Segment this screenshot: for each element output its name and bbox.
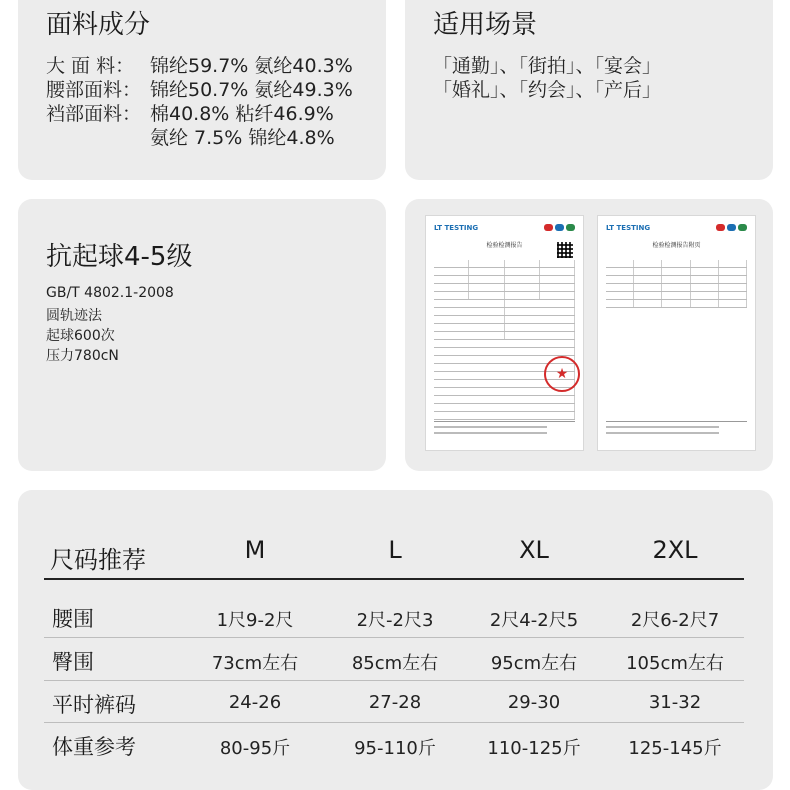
- report-table: [606, 260, 747, 308]
- pilling-line: 起球600次: [46, 328, 115, 344]
- row-label-waist: 腰围: [52, 607, 94, 631]
- fabric-row: [46, 99, 334, 126]
- table-cell: 125-145斤: [628, 738, 722, 759]
- report-logo: LT TESTING: [606, 224, 651, 232]
- fabric-row: [46, 51, 353, 78]
- table-cell: 80-95斤: [219, 738, 291, 759]
- table-cell: 2尺4-2尺5: [489, 610, 579, 631]
- pilling-line: 压力780cN: [46, 348, 119, 364]
- fabric-value: 锦纶50.7% 氨纶49.3%: [150, 79, 353, 101]
- official-stamp-icon: ★: [544, 356, 580, 392]
- pilling-line: 圆轨迹法: [46, 308, 102, 324]
- certification-marks: [716, 224, 747, 231]
- table-cell: 95cm左右: [490, 653, 578, 674]
- test-report-image: [425, 215, 584, 451]
- pilling-line: GB/T 4802.1-2008: [46, 285, 174, 301]
- certification-marks: [544, 224, 575, 231]
- fabric-label: 大 面 料：: [46, 55, 135, 77]
- fabric-row: [46, 123, 335, 150]
- table-cell: 2尺6-2尺7: [630, 610, 720, 631]
- size-table-title: 尺码推荐: [50, 546, 146, 574]
- qr-code-icon: [557, 242, 573, 258]
- scenes-line: 「婚礼」、「约会」、「产后」: [433, 79, 662, 101]
- row-divider: [44, 722, 744, 723]
- table-cell: 85cm左右: [351, 653, 439, 674]
- fabric-row: [46, 75, 353, 102]
- test-report-image: [597, 215, 756, 451]
- table-cell: 27-28: [368, 692, 422, 713]
- fabric-value: 棉40.8% 粘纤46.9%: [150, 103, 334, 125]
- fabric-title: 面料成分: [46, 10, 151, 40]
- table-cell: 31-32: [648, 692, 702, 713]
- scenes-title: 适用场景: [433, 10, 538, 40]
- row-label-pants-size: 平时裤码: [52, 693, 136, 717]
- table-cell: 73cm左右: [211, 653, 299, 674]
- report-logo: LT TESTING: [434, 224, 479, 232]
- report-title: 检验检测报告附页: [652, 242, 701, 249]
- report-footer: [606, 421, 747, 442]
- table-cell: 1尺9-2尺: [216, 610, 294, 631]
- report-table: [434, 260, 575, 420]
- table-cell: 95-110斤: [354, 738, 436, 759]
- scenes-card: [405, 0, 773, 180]
- row-divider: [44, 680, 744, 681]
- pilling-card: [18, 199, 386, 471]
- row-divider: [44, 637, 744, 638]
- row-label-weight: 体重参考: [52, 735, 136, 759]
- fabric-card: [18, 0, 386, 180]
- size-header-xl: XL: [519, 536, 549, 564]
- table-cell: 110-125斤: [487, 738, 581, 759]
- fabric-label: 裆部面料：: [46, 103, 142, 125]
- header-divider: [44, 578, 744, 580]
- size-header-m: M: [244, 536, 266, 564]
- table-cell: 2尺-2尺3: [356, 610, 434, 631]
- row-label-hip: 臀围: [52, 650, 94, 674]
- fabric-label: 腰部面料：: [46, 79, 142, 101]
- size-header-l: L: [388, 536, 402, 564]
- table-cell: 105cm左右: [626, 653, 724, 674]
- table-cell: 29-30: [507, 692, 561, 713]
- report-title: 检验检测报告: [486, 242, 523, 249]
- fabric-value: 锦纶59.7% 氨纶40.3%: [150, 55, 353, 77]
- table-cell: 24-26: [228, 692, 282, 713]
- report-footer: [434, 421, 575, 442]
- size-header-2xl: 2XL: [652, 536, 698, 564]
- scenes-line: 「通勤」、「街拍」、「宴会」: [433, 55, 662, 77]
- fabric-value: 氨纶 7.5% 锦纶4.8%: [150, 127, 335, 149]
- pilling-title: 抗起球4-5级: [46, 242, 193, 272]
- report-card: [405, 199, 773, 471]
